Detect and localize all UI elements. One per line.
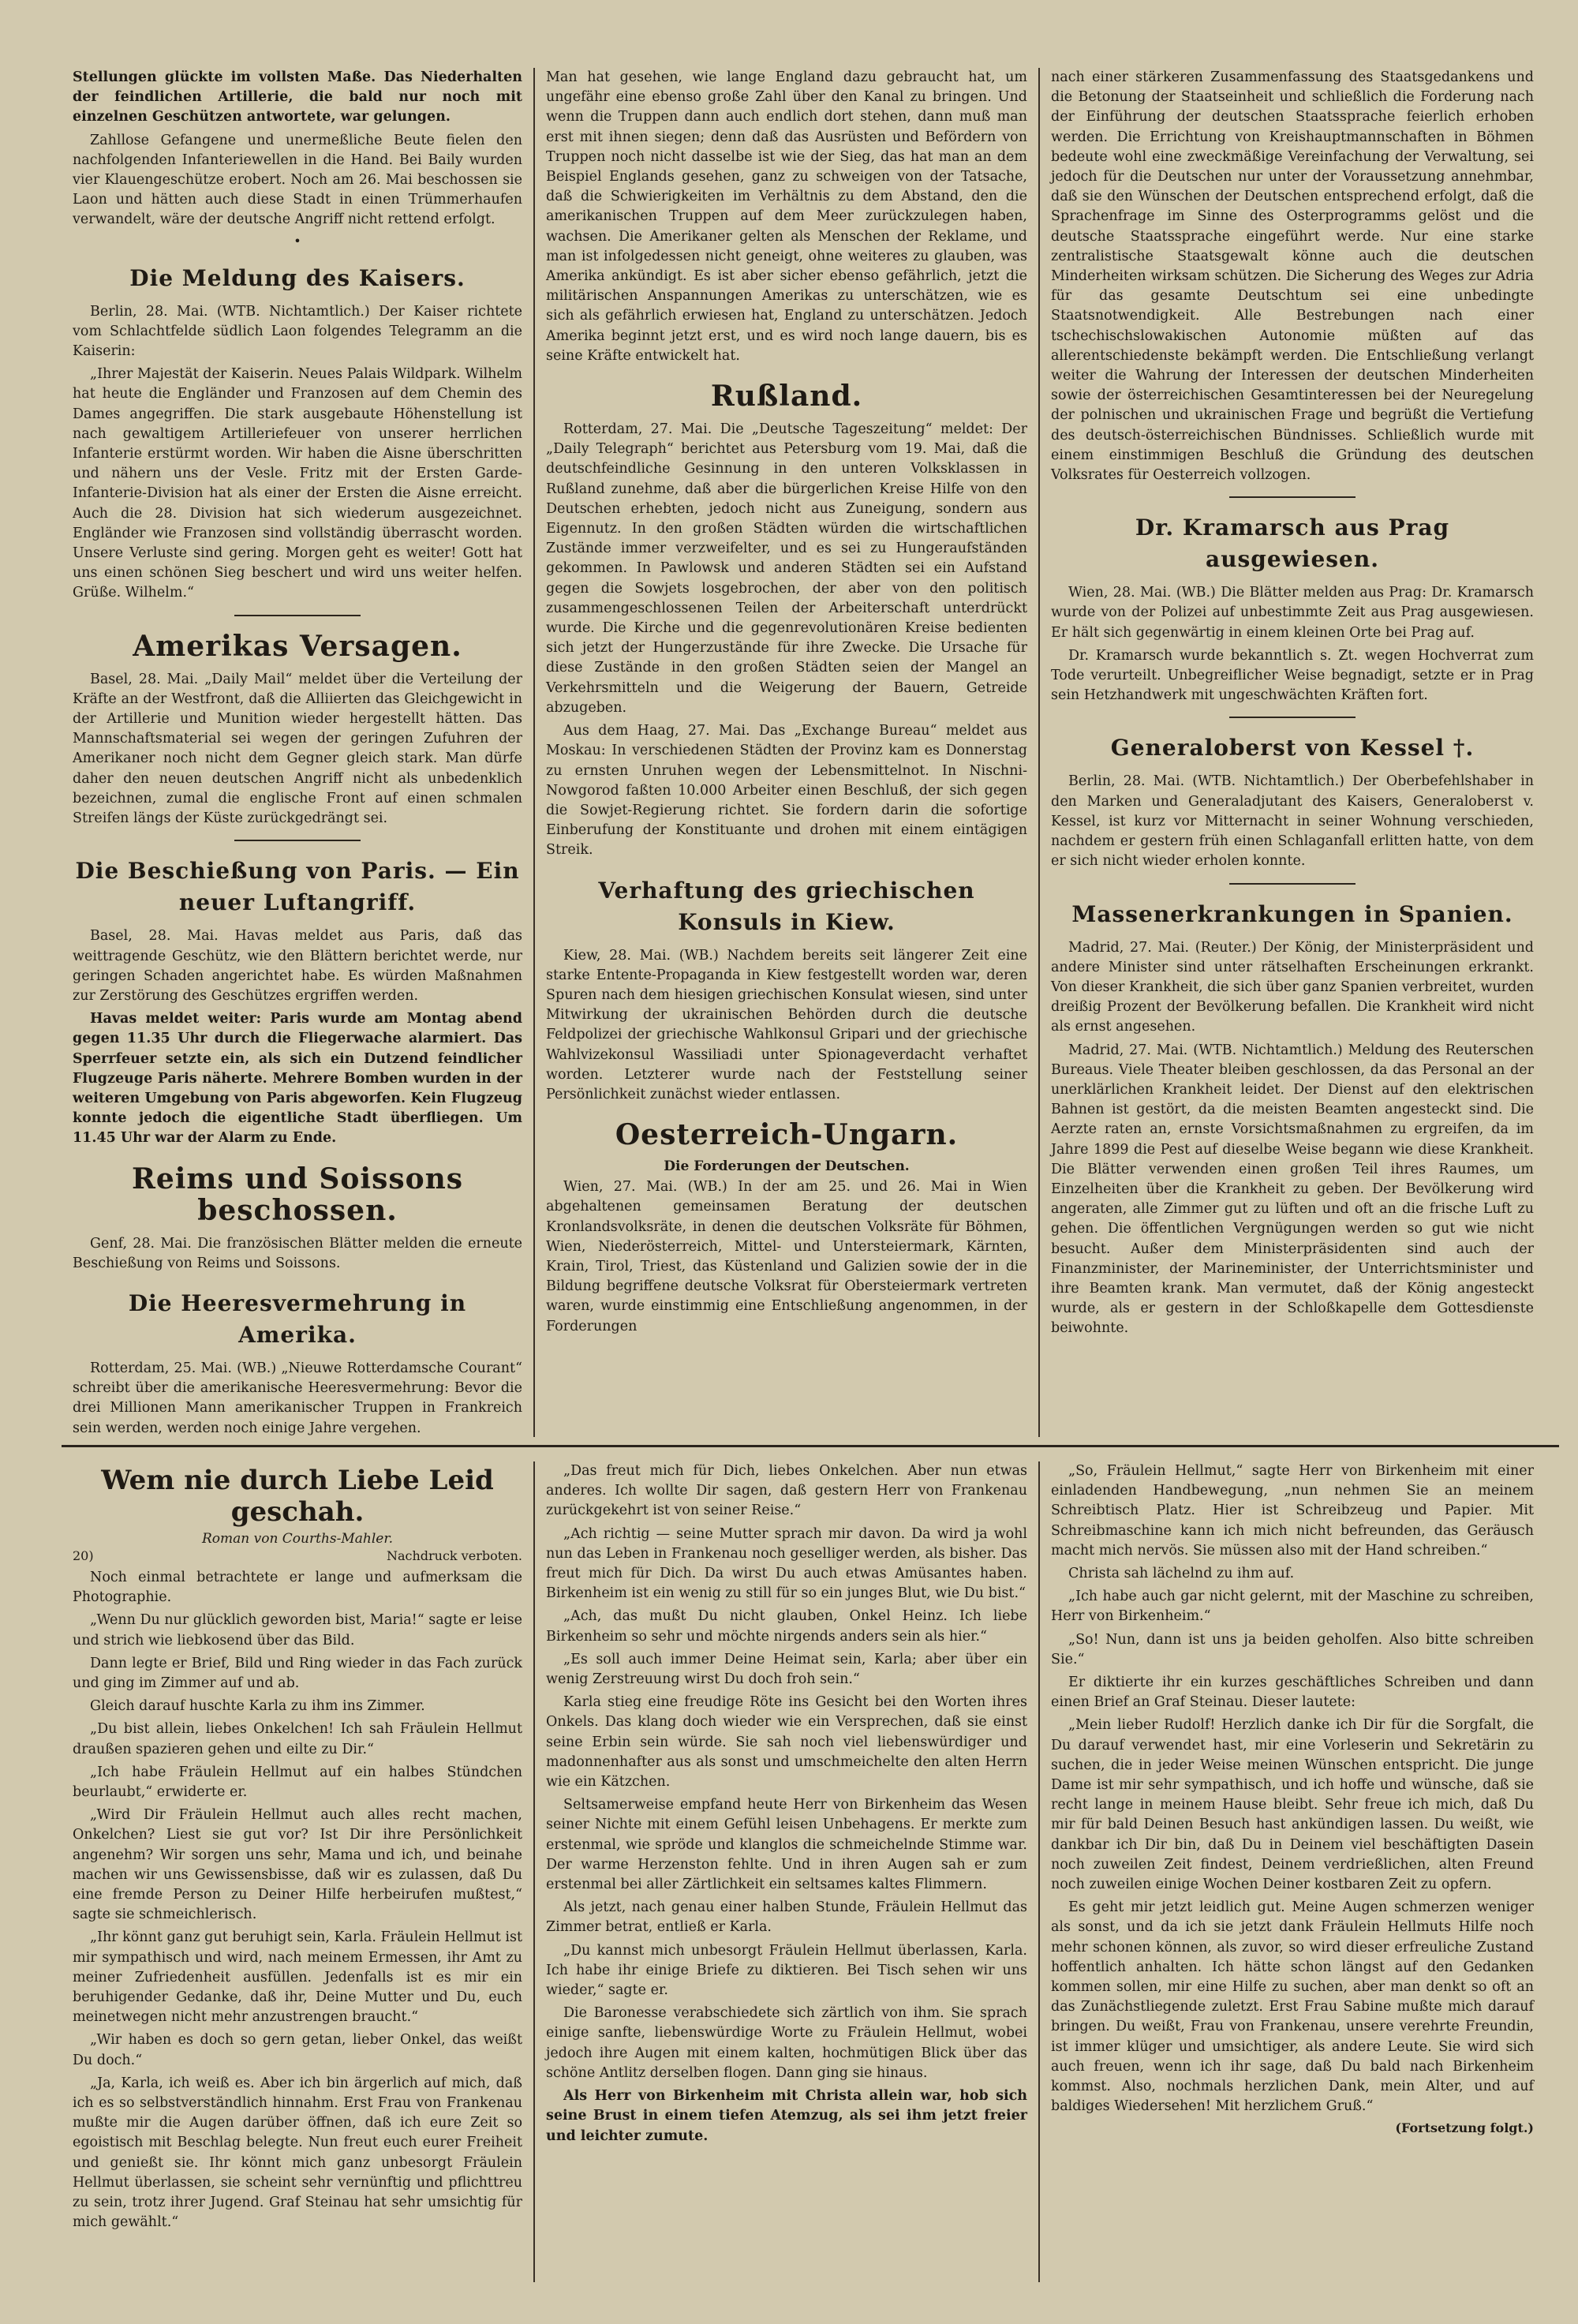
novel-author: Roman von Courths-Mahler. bbox=[201, 1531, 394, 1547]
novel-para: „So! Nun, dann ist uns ja beiden geholfen. Also bitte schreiben Sie.“ bbox=[1051, 1631, 1534, 1667]
separator-rule bbox=[1229, 717, 1356, 718]
feuilleton-column-2 bbox=[535, 1461, 1040, 2282]
col2-intro: Man hat gesehen, wie lange England dazu gebraucht hat, um ungefähr eine ebenso große Zahl über den Kanal zu bringen. Und wenn die Truppen dann auch endlich dort stehen, dann muß man erst mit ihnen siegen; denn daß das Ausrüsten und Befördern von Truppen noch nicht dasselbe ist wie der Sieg, das hat man an dem Beispiel Englands gesehen, ganz zu schweigen von der Tatsache, daß die Schwierigkeiten im Verhältnis zu dem Abstand, den die amerikanischen Truppen auf dem Meer zurückzulegen haben, wachsen. Die Amerikaner gelten als Menschen der Reklame, und man ist infolgedessen nicht geneigt, ohne weiteres zu glauben, was Amerika ankündigt. Es ist aber sicher ebenso gefährlich, jetzt die militärischen Anspannungen Amerikas zu unterschätzen, wie es sich als gefährlich erwiesen hat, England zu unterschätzen. Jedoch Amerika beginnt jetzt erst, und es wird noch lange dauern, bis es seine Kräfte entwickelt hat. bbox=[546, 69, 1027, 364]
novel-para: „Ach richtig — seine Mutter sprach mir davon. Da wird ja wohl nun das Leben in Frankenau noch geselliger werden, als bisher. Das freut mich für Dich. Da wirst Du auch etwas Amüsantes haben. Birkenheim ist ein wenig zu still für so ein junges Blut, wie Du bist.“ bbox=[546, 1525, 1027, 1602]
article-russland-1: Rotterdam, 27. Mai. Die „Deutsche Tageszeitung“ meldet: Der „Daily Telegraph“ berichtet aus Petersburg vom 19. Mai, daß die deutschfeindliche Gesinnung in den unteren Volksklassen in Rußland zunehme, daß aber die bürgerlichen Kreise Hilfe von den Deutschen erhebten, jedoch nicht aus Zuneigung, sondern aus Eigennutz. In den großen Städten würden die wirtschaftlichen Zustände immer verzweifelter, und es sei zu Hungeraufständen gekommen. In Pawlowsk und anderen Städten sei ein Aufstand gegen die Sowjets losgebrochen, der aber von den politisch zusammengeschlossenen Teilen der Arbeiterschaft unterdrückt wurde. Die Kirche und die gegenrevolutionären Kreise bedienten sich jetzt der Hungerzustände für ihre Zwecke. Die Ursache für diese Zustände in den großen Städten seien der Mangel an Verkehrsmitteln und die Weigerung der Bauern, Getreide abzugeben. bbox=[546, 421, 1027, 716]
headline-heeresvermehrung: Die Heeresvermehrung in Amerika. bbox=[128, 1289, 467, 1348]
article-reims-1: Genf, 28. Mai. Die französischen Blätter melden die erneute Beschießung von Reims und Soissons. bbox=[73, 1235, 522, 1271]
novel-para: „Wir haben es doch so gern getan, lieber Onkel, das weißt Du doch.“ bbox=[73, 2032, 522, 2068]
subheadline-forderungen: Die Forderungen der Deutschen. bbox=[664, 1158, 910, 1175]
novel-para: Gleich darauf huschte Karla zu ihm ins Zimmer. bbox=[90, 1698, 425, 1715]
article-konsul-1: Kiew, 28. Mai. (WB.) Nachdem bereits seit längerer Zeit eine starke Entente-Propaganda in Kiew festgestellt worden war, deren Spuren nach dem hiesigen griechischen Konsulat wiesen, sind unter Mitwirkung der ukrainischen Behörden durch die deutsche Feldpolizei der griechische Wahlkonsul Gripari und der griechische Wahlvizekonsul Wassiliadi unter Spionageverdacht verhaftet worden. Letzterer wurde nach der Feststellung seiner Persönlichkeit zunächst wieder entlassen. bbox=[546, 947, 1027, 1102]
col1-intro-2: Zahllose Gefangene und unermeßliche Beute fielen den nachfolgenden Infanteriewellen in die Hand. Bei Baily wurden vier Klauengeschütze erobert. Noch am 26. Mai beschossen sie Laon und hätten auch diese Stadt in einen Trümmerhaufen verwandelt, wäre der deutsche Angriff nicht rettend erfolgt. bbox=[73, 132, 522, 228]
feuilleton-column-1 bbox=[62, 1461, 535, 2282]
novel-para: „Ja, Karla, ich weiß es. Aber ich bin ärgerlich auf mich, daß ich es so selbstverständlich hinnahm. Erst Frau von Frankenau mußte mir die Augen darüber öffnen, daß ich eure Zeit so egoistisch mit Beschlag belegte. Nun freut euch eurer Freiheit und genießt sie. Ihr könnt mich ganz unbesorgt Fräulein Hellmut überlassen, sie scheint sehr vernünftig und pflichttreu zu sein, trotz ihrer Jugend. Graf Steinau hat sehr umsichtig für mich gewählt.“ bbox=[73, 2075, 522, 2231]
novel-para: „Wird Dir Fräulein Hellmut auch alles recht machen, Onkelchen? Liest sie gut vor? Ist Dir ihre Persönlichkeit angenehm? Wir sorgen uns sehr, Mama und ich, und beinahe machen wir uns Gewissensbisse, daß wir es zulassen, daß Du eine fremde Person zu Deiner Hilfe herbeirufen mußtest,“ sagte sie schmeichlerisch. bbox=[73, 1807, 522, 1923]
novel-para: „Ich habe Fräulein Hellmut auf ein halbes Stündchen beurlaubt,“ erwiderte er. bbox=[73, 1764, 522, 1801]
column-2 bbox=[535, 68, 1040, 1437]
novel-title: Wem nie durch Liebe Leid geschah. bbox=[101, 1465, 494, 1528]
novel-para: „Ach, das mußt Du nicht glauben, Onkel Heinz. Ich liebe Birkenheim so sehr und möchte nirgends anders sein als hier.“ bbox=[546, 1608, 1027, 1645]
feuilleton-section bbox=[62, 1455, 1559, 2282]
headline-russland: Rußland. bbox=[710, 380, 863, 414]
separator-dot: • bbox=[294, 233, 301, 249]
novel-para: „So, Fräulein Hellmut,“ sagte Herr von Birkenheim mit einer einladenden Handbewegung, „nun nehmen Sie an meinem Schreibtisch Platz. Hier ist Schreibzeug und Papier. Mit Schreibmaschine kann ich mich nicht befreunden, das Geräusch macht mich nervös. Sie müssen also mit der Hand schreiben.“ bbox=[1051, 1463, 1534, 1559]
novel-para: Es geht mir jetzt leidlich gut. Meine Augen schmerzen weniger als sonst, und da ich sie jetzt dank Fräulein Hellmuts Hilfe noch mehr schonen können, als zuvor, so wird dieser erfreuliche Zustand hoffentlich anhalten. Ich hätte schon längst auf den Gedanken kommen sollen, mir eine Hilfe zu suchen, aber man denkt so oft an das Zunächstliegende zuletzt. Erst Frau Sabine mußte mich darauf bringen. Du weißt, Frau von Frankenau, unsere verehrte Freundin, ist immer klüger und umsichtiger, als andere Leute. Sie wird sich auch freuen, wenn ich ihr sage, daß Du bald nach Birkenheim kommst. Also, nochmals herzlichen Dank, mein Alter, und auf baldiges Wiedersehen! Mit herzlichem Gruß.“ bbox=[1051, 1899, 1534, 2115]
novel-para: Christa sah lächelnd zu ihm auf. bbox=[1068, 1566, 1295, 1582]
column-1 bbox=[62, 68, 535, 1437]
separator-rule bbox=[1229, 883, 1356, 885]
novel-para: Als Herr von Birkenheim mit Christa allein war, hob sich seine Brust in einem tiefen Atemzug, als sei ihm jetzt freier und leichter zumute. bbox=[546, 2088, 1027, 2144]
headline-kramarsch: Dr. Kramarsch aus Prag ausgewiesen. bbox=[1135, 515, 1450, 573]
separator-rule bbox=[234, 840, 361, 841]
article-spanien-2: Madrid, 27. Mai. (WTB. Nichtamtlich.) Meldung des Reuterschen Bureaus. Viele Theater bleiben geschlossen, da das Personal an der unerklärlichen Krankheit leidet. Der Dienst auf den elektrischen Bahnen ist gestört, da die meisten Beamten angesteckt sind. Die Aerzte raten an, ernste Vorsichtsmaßnahmen zu ergreifen, da im Jahre 1899 die Pest auf dieselbe Weise begann wie diese Krankheit. Die Blätter verwenden einen großen Teil ihres Raumes, um Einzelheiten über die Krankheit zu geben. Der Bevölkerung wird angeraten, alle Zimmer gut zu lüften und oft an die frische Luft zu gehen. Die öffentlichen Vergnügungen werden so gut wie nicht besucht. Außer dem Ministerpräsidenten sind auch der Finanzminister, der Marineminister, der Unterrichtsminister und ihre Beamten krank. Man vermutet, daß der König angesteckt wurde, als er gestern in der Schloßkapelle dem Gottesdienste beiwohnte. bbox=[1051, 1042, 1534, 1337]
novel-meta bbox=[73, 1548, 522, 1563]
feuilleton-divider bbox=[62, 1445, 1559, 1447]
headline-kaiser: Die Meldung des Kaisers. bbox=[129, 264, 466, 291]
headline-oesterreich: Oesterreich-Ungarn. bbox=[615, 1118, 959, 1152]
article-kramarsch-2: Dr. Kramarsch wurde bekanntlich s. Zt. wegen Hochverrat zum Tode verurteilt. Unbegreiflicher Weise begnadigt, setzte er in Prag sein Hetzhandwerk mit ungeschwächten Kräften fort. bbox=[1051, 647, 1534, 704]
novel-para: Noch einmal betrachtete er lange und aufmerksam die Photographie. bbox=[73, 1570, 522, 1606]
headline-kessel: Generaloberst von Kessel †. bbox=[1110, 735, 1475, 762]
novel-para: Dann legte er Brief, Bild und Ring wieder in das Fach zurück und ging im Zimmer auf und ab. bbox=[73, 1655, 522, 1692]
continuation-note: (Fortsetzung folgt.) bbox=[1395, 2120, 1534, 2135]
col1-intro-1: Stellungen glückte im vollsten Maße. Das Niederhalten der feindlichen Artillerie, die bald nur noch mit einzelnen Geschützen antwortete, war gelungen. bbox=[73, 69, 522, 125]
article-kaiser-2: „Ihrer Majestät der Kaiserin. Neues Palais Wildpark. Wilhelm hat heute die Engländer und Franzosen auf dem Chemin des Dames angegriffen. Die stark ausgebaute Höhenstellung ist nach gewaltigem Artilleriefeuer von unserer herrlichen Infanterie erstürmt worden. Wir haben die Aisne überschritten und nähern uns der Vesle. Fritz mit der Ersten Garde-Infanterie-Division hat als einer der Ersten die Aisne erreicht. Auch die 28. Division hat sich wiederum ausgezeichnet. Engländer wie Franzosen sind vollständig überrascht worden. Unsere Verluste sind gering. Morgen geht es weiter! Gott hat uns einen schönen Sieg beschert und wird uns weiter helfen. Grüße. Wilhelm.“ bbox=[73, 366, 522, 601]
reprint-notice: Nachdruck verboten. bbox=[386, 1548, 522, 1563]
article-spanien-1: Madrid, 27. Mai. (Reuter.) Der König, der Ministerpräsident und andere Minister sind unter rätselhaften Erscheinungen erkrankt. Von dieser Krankheit, die sich über ganz Spanien verbreitet, wurden dreißig Prozent der Bevölkerung befallen. Die Krankheit wird nicht als ernst angesehen. bbox=[1051, 939, 1534, 1035]
novel-para: Seltsamerweise empfand heute Herr von Birkenheim das Wesen seiner Nichte mit einem Gefühl leisen Unbehagens. Er merkte zum erstenmal, wie spröde und klanglos die schmeichelnde Stimme war. Der warme Herzenston fehlte. Und in ihren Augen sah er zum erstenmal bei aller Zärtlichkeit ein seltsames kaltes Flimmern. bbox=[546, 1797, 1027, 1893]
novel-para: Als jetzt, nach genau einer halben Stunde, Fräulein Hellmut das Zimmer betrat, entließ er Karla. bbox=[546, 1899, 1027, 1936]
novel-para: „Mein lieber Rudolf! Herzlich danke ich Dir für die Sorgfalt, die Du darauf verwendet hast, mir eine Vorleserin und Sekretärin zu suchen, die in jeder Weise meinen Wünschen entspricht. Die junge Dame ist mir sehr sympathisch, und ich hoffe und wünsche, daß sie recht lange in meinem Hause bleibt. Sehr freue ich mich, daß Du mir für bald Deinen Besuch hast ankündigen lassen. Du weißt, wie dankbar ich Dir bin, daß Du in Deinem viel beschäftigten Dasein noch zuweilen Zeit findest, Deinem verdrießlichen, alten Freund noch zuweilen einige Wochen Deiner kostbaren Zeit zu opfern. bbox=[1051, 1717, 1534, 1893]
novel-para: „Das freut mich für Dich, liebes Onkelchen. Aber nun etwas anderes. Ich wollte Dir sagen, daß gestern Herr von Frankenau zurückgekehrt ist von seiner Reise.“ bbox=[546, 1463, 1027, 1519]
headline-amerika: Amerikas Versagen. bbox=[133, 629, 462, 663]
column-3 bbox=[1040, 68, 1545, 1437]
article-amerika-1: Basel, 28. Mai. „Daily Mail“ meldet über die Verteilung der Kräfte an der Westfront, daß die Alliierten das Gleichgewicht in der Artillerie und Munition wieder hergestellt hätten. Das Mannschaftsmaterial sei wegen der geringen Zufuhren der Amerikaner noch nicht dem Gegner gleich stark. Man dürfe daher den neuen deutschen Angriff nicht als unbedenklich bezeichnen, zumal die englische Front auf einen schmalen Streifen längs der Küste zurückgedrängt sei. bbox=[73, 671, 522, 827]
headline-spanien: Massenerkrankungen in Spanien. bbox=[1071, 900, 1513, 927]
novel-para: Die Baronesse verabschiedete sich zärtlich von ihm. Sie sprach einige sanfte, liebenswürdige Worte zu Fräulein Hellmut, wobei jedoch ihre Augen mit einem kalten, hochmütigen Blick über das schöne Antlitz derselben flogen. Dann ging sie hinaus. bbox=[546, 2005, 1027, 2081]
novel-para: „Es soll auch immer Deine Heimat sein, Karla; aber über ein wenig Zerstreuung wirst Du doch froh sein.“ bbox=[546, 1651, 1027, 1688]
feuilleton-column-3 bbox=[1040, 1461, 1545, 2282]
col3-intro: nach einer stärkeren Zusammenfassung des Staatsgedankens und die Betonung der Staatseinheit und schließlich die Forderung nach der Einführung der deutschen Staatssprache feierlich erhoben werden. Die Errichtung von Kreishauptmannschaften in Böhmen bedeute wohl eine zweckmäßige Vereinfachung der Verwaltung, sei jedoch für die Deutschen nur unter der Voraussetzung annehmbar, daß sie den Wünschen der Deutschen entsprechend erfolgt, daß die Sprachenfrage im Sinne des Osterprogramms gelöst und die deutsche Staatssprache eingeführt werde. Nur eine starke zentralistische Staatsgewalt könne auch die deutschen Minderheiten wirksam schützen. Die Sicherung des Weges zur Adria für das gesamte Deutschtum sei eine unbedingte Staatsnotwendigkeit. Alle Bestrebungen nach einer tschechischslowakischen Autonomie müßten auf das allerentschiedenste bekämpft werden. Die Entschließung verlangt weiter die Wahrung der Interessen der deutschen Minderheiten sowie der österreichischen Gesamtinteressen bei der Neuregelung der polnischen und ukrainischen Frage und begrüßt die Vertiefung des deutsch-österreichischen Bündnisses. Schließlich wurde mit einem einstimmigen Beschluß die Gründung des deutschen Volksrates für Oesterreich vollzogen. bbox=[1051, 69, 1534, 484]
novel-para: „Wenn Du nur glücklich geworden bist, Maria!“ sagte er leise und strich wie liebkosend über das Bild. bbox=[73, 1612, 522, 1649]
article-paris-1: Basel, 28. Mai. Havas meldet aus Paris, daß das weittragende Geschütz, wie den Blättern berichtet werde, nur geringen Schaden angerichtet habe. Es würden Maßnahmen zur Zerstörung des Geschützes ergriffen werden. bbox=[73, 928, 522, 1004]
article-oesterreich-1: Wien, 27. Mai. (WB.) In der am 25. und 26. Mai in Wien abgehaltenen gemeinsamen Beratung der deutschen Kronlandsvolksräte, in denen die deutschen Volksräte für Böhmen, Wien, Niederösterreich, Mittel- und Untersteiermark, Kärnten, Krain, Tirol, Triest, das Küstenland und Galizien sowie der in die Bildung begriffene deutsche Volksrat für Obersteiermark vertreten waren, wurde einstimmig eine Entschließung angenommen, in der Forderungen bbox=[546, 1179, 1027, 1334]
article-kramarsch-1: Wien, 28. Mai. (WB.) Die Blätter melden aus Prag: Dr. Kramarsch wurde von der Polizei auf unbestimmte Zeit aus Prag ausgewiesen. Er hält sich gegenwärtig in einem kleinen Orte bei Prag auf. bbox=[1051, 585, 1534, 641]
headline-paris: Die Beschießung von Paris. — Ein neuer Luftangriff. bbox=[75, 858, 520, 916]
news-section bbox=[62, 68, 1559, 1437]
article-paris-2: Havas meldet weiter: Paris wurde am Montag abend gegen 11.35 Uhr durch die Fliegerwache alarmiert. Das Sperrfeuer setzte ein, als sich ein Dutzend feindlicher Flugzeuge Paris näherte. Mehrere Bomben wurden in der weiteren Umgebung von Paris abgeworfen. Kein Flugzeug konnte jedoch die eigentliche Stadt überfliegen. Um 11.45 Uhr war der Alarm zu Ende. bbox=[73, 1011, 522, 1147]
novel-para: „Ihr könnt ganz gut beruhigt sein, Karla. Fräulein Hellmut ist mir sympathisch und wird, nach meinem Ermessen, ihr Amt zu meiner Zufriedenheit ausfüllen. Jedenfalls ist es mir ein beruhigender Gedanke, daß ihr, Deine Mutter und Du, euch meinetwegen nicht mehr anzustrengen braucht.“ bbox=[73, 1929, 522, 2026]
novel-para: Karla stieg eine freudige Röte ins Gesicht bei den Worten ihres Onkels. Das klang doch wieder wie ein Versprechen, daß sie einst seine Erbin sein würde. Sie sah noch viel liebenswürdiger und madonnenhafter aus als sonst und umschmeichelte den alten Herrn wie ein Kätzchen. bbox=[546, 1694, 1027, 1791]
article-russland-2: Aus dem Haag, 27. Mai. Das „Exchange Bureau“ meldet aus Moskau: In verschiedenen Städten der Provinz kam es Donnerstag zu ernsten Unruhen wegen der Lebensmittelnot. In Nischni-Nowgorod faßten 10.000 Arbeiter einen Beschluß, der sich gegen die Sowjet-Regierung richtet. Sie fordern darin die sofortige Einberufung der Konstituante und drohen mit einem eintägigen Streik. bbox=[546, 723, 1027, 859]
headline-reims: Reims und Soissons beschossen. bbox=[131, 1162, 464, 1227]
article-heer-1: Rotterdam, 25. Mai. (WB.) „Nieuwe Rotterdamsche Courant“ schreibt über die amerikanische Heeresvermehrung: Bevor die drei Millionen Mann amerikanischer Truppen in Frankreich sein werden, werden noch einige Jahre vergehen. bbox=[73, 1360, 522, 1436]
novel-para: Er diktierte ihr ein kurzes geschäftliches Schreiben und dann einen Brief an Graf Steinau. Dieser lautete: bbox=[1051, 1675, 1534, 1711]
article-kessel-1: Berlin, 28. Mai. (WTB. Nichtamtlich.) Der Oberbefehlshaber in den Marken und Generaladjutant des Kaisers, Generaloberst v. Kessel, ist kurz vor Mitternacht in seiner Wohnung verschieden, nachdem er gestern früh einen Schlaganfall erlitten hatte, von dem er sich nicht wieder erholen konnte. bbox=[1051, 773, 1534, 870]
novel-para: „Ich habe auch gar nicht gelernt, mit der Maschine zu schreiben, Herr von Birkenheim.“ bbox=[1051, 1589, 1534, 1625]
novel-para: „Du bist allein, liebes Onkelchen! Ich sah Fräulein Hellmut draußen spazieren gehen und eilte zu Dir.“ bbox=[73, 1721, 522, 1757]
installment-number: 20) bbox=[73, 1548, 94, 1563]
novel-para: „Du kannst mich unbesorgt Fräulein Hellmut überlassen, Karla. Ich habe ihr einige Briefe zu diktieren. Bei Tisch sehen wir uns wieder,“ sagte er. bbox=[546, 1942, 1027, 1999]
headline-konsul: Verhaftung des griechischen Konsuls in Kiew. bbox=[598, 877, 975, 935]
separator-rule bbox=[234, 615, 361, 616]
article-kaiser-1: Berlin, 28. Mai. (WTB. Nichtamtlich.) Der Kaiser richtete vom Schlachtfelde südlich Laon folgendes Telegramm an die Kaiserin: bbox=[73, 303, 522, 360]
separator-rule bbox=[1229, 496, 1356, 498]
